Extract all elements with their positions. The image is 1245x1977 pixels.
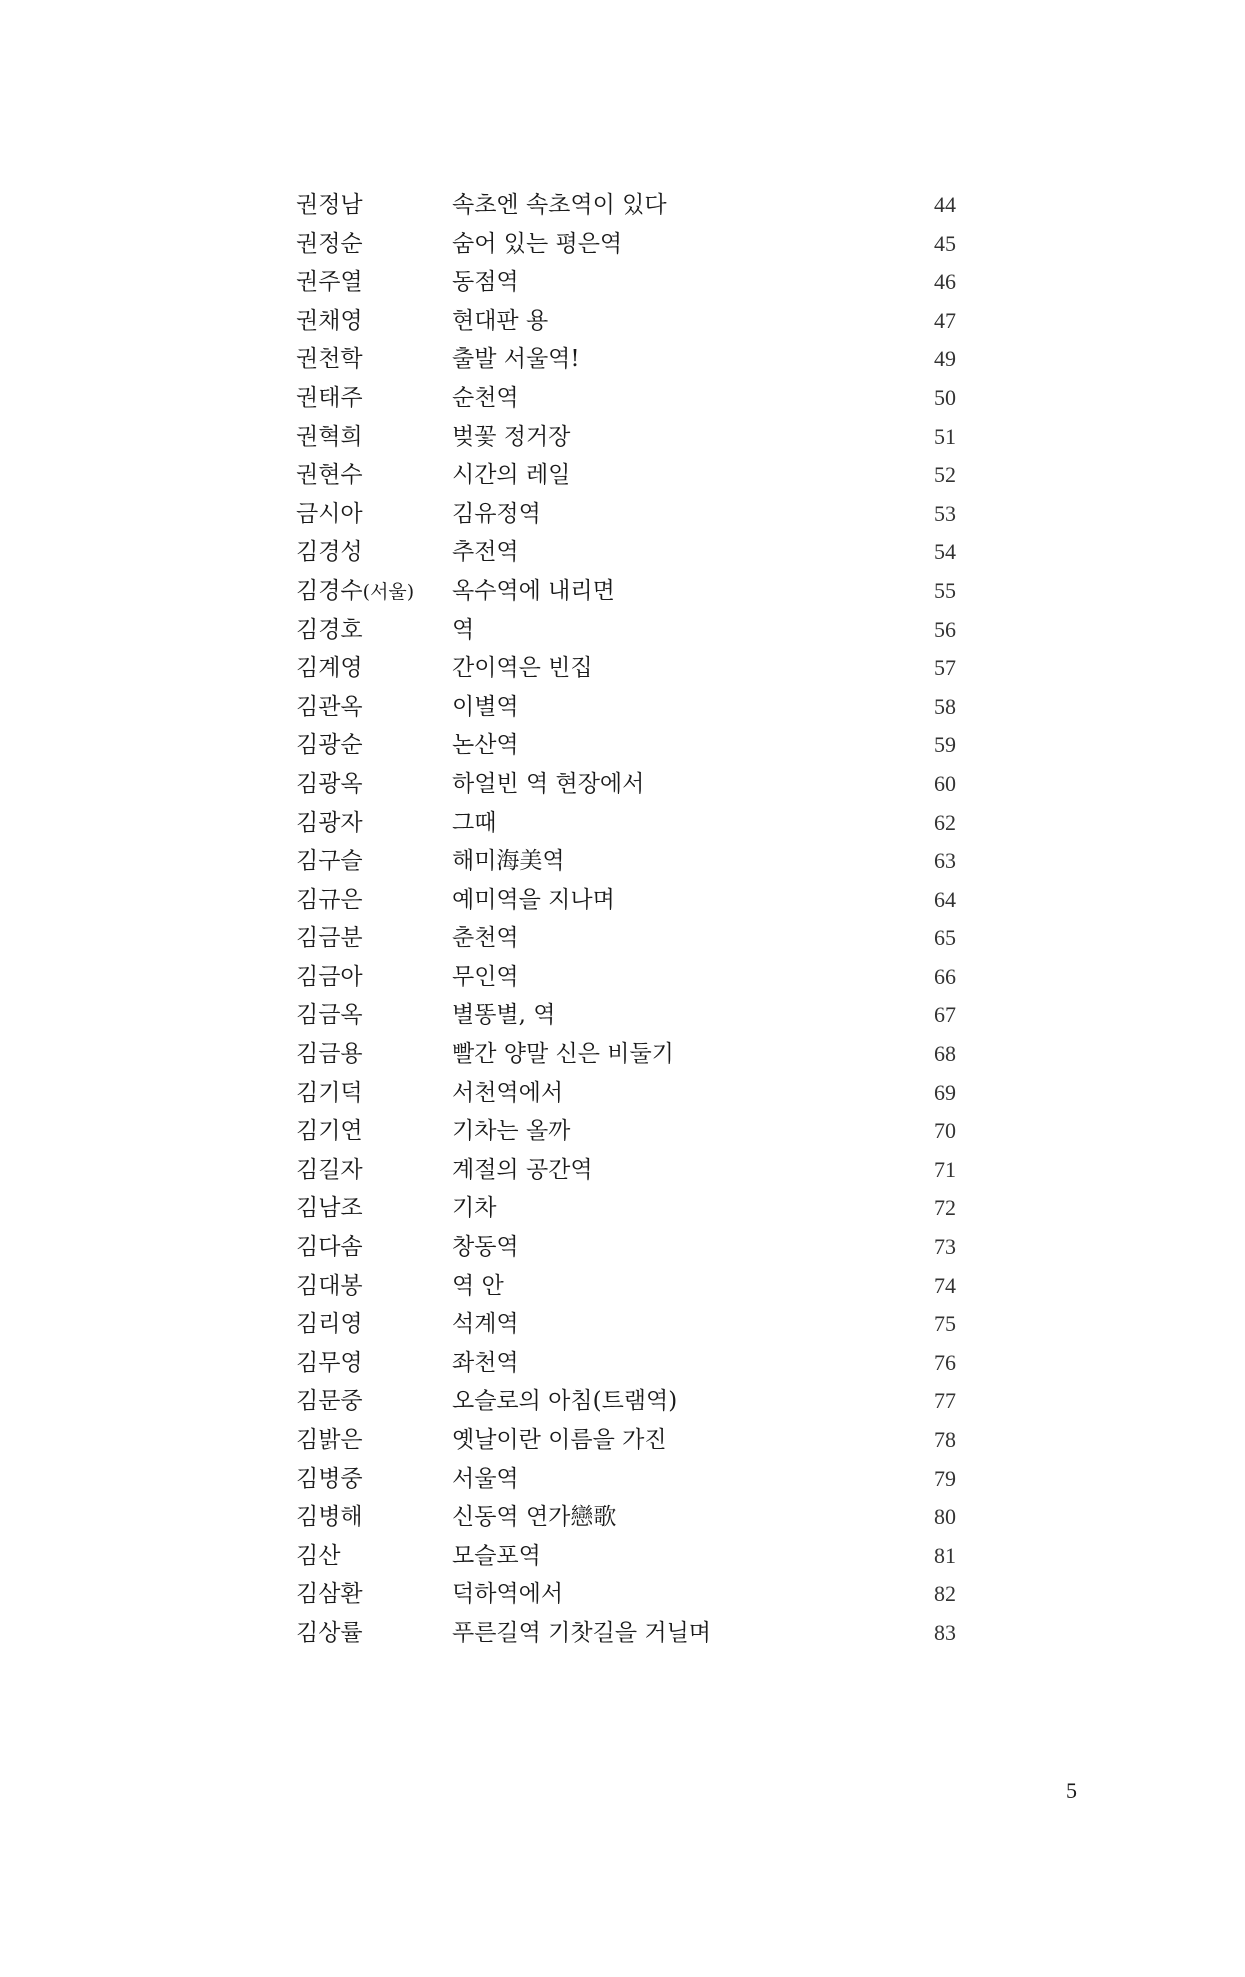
toc-entry (296, 996, 956, 1035)
toc-entry (296, 418, 956, 457)
toc-author (296, 996, 363, 1035)
toc-author-name: 김남조 (296, 1195, 363, 1222)
toc-page-number: 63 (934, 848, 956, 874)
toc-page-number: 76 (934, 1349, 956, 1375)
toc-title: 이별역 (452, 693, 519, 720)
toc-title: 좌천역 (452, 1349, 519, 1376)
toc-title: 기차는 올까 (452, 1118, 571, 1145)
toc-entry (296, 1267, 956, 1306)
toc-title: 서울역 (452, 1465, 519, 1492)
toc-entry (296, 842, 956, 881)
toc-title: 간이역은 빈집 (452, 655, 593, 682)
toc-author (296, 649, 363, 688)
toc-title: 창동역 (452, 1234, 519, 1261)
toc-author (296, 765, 363, 804)
toc-author-name: 김규은 (296, 886, 363, 913)
toc-title: 모슬포역 (452, 1542, 541, 1569)
toc-title: 시간의 레일 (452, 462, 571, 489)
toc-author (296, 225, 363, 264)
toc-author (296, 1382, 363, 1421)
toc-page-number: 82 (934, 1581, 956, 1607)
toc-author-name: 김경수 (296, 577, 363, 604)
toc-author-name: 김밝은 (296, 1427, 363, 1453)
toc-author-name: 김상률 (296, 1619, 363, 1646)
toc-entry (296, 688, 956, 727)
toc-author-name: 김기덕 (296, 1079, 363, 1106)
toc-page-number: 68 (934, 1041, 956, 1067)
toc-author (296, 1151, 363, 1190)
toc-page-number: 47 (934, 307, 956, 333)
toc-entry (296, 1035, 956, 1074)
toc-author-name: 김경호 (296, 616, 363, 643)
toc-author (296, 1614, 363, 1653)
toc-title: 숨어 있는 평은역 (452, 230, 623, 257)
toc-entry (296, 958, 956, 997)
toc-entry (296, 302, 956, 341)
toc-author (296, 379, 363, 418)
toc-author (296, 1189, 363, 1228)
toc-author-name: 권태주 (296, 384, 363, 411)
toc-page-number: 60 (934, 770, 956, 796)
toc-author-name: 김삼환 (296, 1581, 363, 1608)
toc-entry (296, 1074, 956, 1113)
toc-entry (296, 1498, 956, 1537)
toc-entry (296, 765, 956, 804)
toc-page-number: 45 (934, 230, 956, 256)
toc-author-name: 김광자 (296, 809, 363, 836)
toc-author-name: 김금용 (296, 1041, 363, 1068)
toc-author-name: 권정순 (296, 230, 363, 257)
toc-author (296, 1575, 363, 1614)
toc-entry (296, 611, 956, 650)
toc-entry (296, 1460, 956, 1499)
toc-page-number: 49 (934, 346, 956, 372)
toc-title: 예미역을 지나며 (452, 886, 615, 913)
toc-page-number: 83 (934, 1619, 956, 1645)
toc-page-number: 74 (934, 1272, 956, 1298)
toc-author (296, 1305, 363, 1344)
toc-author (296, 958, 363, 997)
toc-entry (296, 1575, 956, 1614)
toc-page-number: 72 (934, 1195, 956, 1221)
toc-entry (296, 1382, 956, 1421)
toc-author (296, 456, 363, 495)
toc-title: 그때 (452, 809, 497, 836)
toc-page-number: 51 (934, 423, 956, 449)
toc-title: 기차 (452, 1195, 497, 1222)
toc-author-name: 김계영 (296, 655, 363, 682)
page-number: 5 (1066, 1778, 1077, 1803)
toc-title: 역 안 (452, 1272, 504, 1299)
toc-title: 석계역 (452, 1311, 519, 1338)
toc-entry (296, 225, 956, 264)
toc-author-name: 권혁희 (296, 423, 363, 450)
toc-author (296, 495, 363, 534)
toc-author-name: 김경성 (296, 539, 363, 566)
toc-entry (296, 1189, 956, 1228)
toc-entry (296, 186, 956, 225)
toc-title: 옥수역에 내리면 (452, 577, 615, 604)
toc-entry (296, 804, 956, 843)
toc-author (296, 186, 363, 225)
toc-title: 별똥별, 역 (452, 1002, 556, 1029)
toc-author-name: 김금분 (296, 925, 363, 952)
toc-page-number: 79 (934, 1465, 956, 1491)
toc-entry (296, 881, 956, 920)
toc-title: 현대판 용 (452, 307, 549, 334)
toc-title: 순천역 (452, 384, 519, 411)
toc-page-number: 78 (934, 1427, 956, 1452)
toc-author (296, 1267, 363, 1306)
toc-entry (296, 1112, 956, 1151)
toc-title: 무인역 (452, 963, 519, 990)
toc-author-name: 김다솜 (296, 1234, 363, 1261)
toc-title: 계절의 공간역 (452, 1156, 593, 1183)
toc-title: 덕하역에서 (452, 1581, 564, 1608)
toc-author-note: (서울) (362, 580, 415, 603)
toc-page-number: 73 (934, 1234, 956, 1260)
toc-entry (296, 456, 956, 495)
toc-entry (296, 263, 956, 302)
toc-entry (296, 379, 956, 418)
toc-entry (296, 340, 956, 379)
toc-author (296, 1421, 363, 1460)
toc-entry (296, 1537, 956, 1576)
toc-page-number: 57 (934, 655, 956, 681)
toc-page-number: 77 (934, 1388, 956, 1414)
toc-entry (296, 726, 956, 765)
toc-title: 김유정역 (452, 500, 541, 527)
toc-title: 춘천역 (452, 925, 519, 952)
toc-author-name: 권채영 (296, 307, 363, 334)
toc-page-number: 64 (934, 886, 956, 912)
toc-entry (296, 1305, 956, 1344)
toc-entry (296, 919, 956, 958)
toc-author (296, 1112, 363, 1151)
toc-page-number: 66 (934, 963, 956, 989)
toc-page-number: 81 (934, 1542, 956, 1568)
toc-author (296, 842, 363, 881)
toc-title: 오슬로의 아침(트램역) (452, 1388, 678, 1415)
table-of-contents (296, 186, 956, 1653)
toc-author-name: 김병해 (296, 1504, 363, 1531)
toc-author-name: 김광순 (296, 732, 363, 759)
toc-author-name: 김무영 (296, 1349, 363, 1376)
toc-title: 하얼빈 역 현장에서 (452, 770, 645, 797)
toc-author-name: 권천학 (296, 346, 363, 373)
toc-title: 서천역에서 (452, 1079, 564, 1106)
toc-entry (296, 1228, 956, 1267)
toc-author-name: 권주열 (296, 269, 363, 296)
toc-page-number: 55 (934, 577, 956, 603)
toc-author-name: 금시아 (296, 500, 363, 527)
toc-author-name: 김병중 (296, 1465, 363, 1492)
toc-author-name: 김기연 (296, 1118, 363, 1145)
toc-page-number: 44 (934, 192, 956, 217)
toc-title: 역 (452, 616, 475, 643)
toc-author (296, 1537, 340, 1576)
toc-title: 빨간 양말 신은 비둘기 (452, 1041, 674, 1068)
toc-page-number: 80 (934, 1504, 956, 1530)
toc-author (296, 302, 363, 341)
toc-author (296, 726, 363, 765)
toc-page-number: 62 (934, 809, 956, 835)
toc-author (296, 1498, 363, 1537)
toc-entry (296, 1344, 956, 1383)
toc-title: 출발 서울역! (452, 346, 580, 373)
toc-author (296, 804, 363, 843)
toc-title: 속초엔 속초역이 있다 (452, 192, 667, 218)
toc-title: 푸른길역 기찻길을 거닐며 (452, 1619, 712, 1646)
toc-author (296, 1035, 363, 1074)
toc-entry (296, 495, 956, 534)
toc-author-name: 김길자 (296, 1156, 363, 1183)
toc-entry (296, 649, 956, 688)
toc-page-number: 50 (934, 384, 956, 410)
toc-author-name: 김광옥 (296, 770, 363, 797)
toc-title: 동점역 (452, 269, 519, 296)
toc-author (296, 533, 363, 572)
toc-author (296, 418, 363, 457)
toc-title: 추전역 (452, 539, 519, 566)
toc-title: 신동역 연가戀歌 (452, 1504, 617, 1531)
toc-title: 벚꽃 정거장 (452, 423, 571, 450)
toc-entry (296, 533, 956, 572)
toc-author (296, 263, 363, 302)
toc-title: 해미海美역 (452, 848, 565, 875)
toc-entry (296, 1421, 956, 1460)
toc-author (296, 881, 363, 920)
toc-author (296, 340, 363, 379)
toc-page-number: 70 (934, 1118, 956, 1144)
toc-author (296, 611, 363, 650)
toc-author (296, 919, 363, 958)
toc-page-number: 53 (934, 500, 956, 526)
toc-page-number: 75 (934, 1311, 956, 1337)
toc-author-name: 김관옥 (296, 693, 363, 720)
toc-page-number: 52 (934, 462, 956, 488)
toc-author-name: 김산 (296, 1542, 341, 1569)
toc-author (296, 1228, 363, 1267)
toc-author-name: 김금옥 (296, 1002, 363, 1029)
toc-page-number: 67 (934, 1002, 956, 1028)
toc-author (296, 1074, 363, 1113)
toc-title: 옛날이란 이름을 가진 (452, 1427, 667, 1453)
toc-author (296, 1460, 363, 1499)
toc-page-number: 54 (934, 539, 956, 565)
toc-page-number: 65 (934, 925, 956, 951)
toc-author (296, 1344, 363, 1383)
toc-entry (296, 1151, 956, 1190)
toc-title: 논산역 (452, 732, 519, 759)
toc-page-number: 58 (934, 693, 956, 719)
toc-author (296, 572, 414, 612)
toc-page-number: 71 (934, 1156, 956, 1182)
toc-author-name: 김구슬 (296, 848, 363, 875)
toc-entry (296, 572, 956, 611)
toc-author-name: 김문중 (296, 1388, 363, 1415)
toc-author-name: 권정남 (296, 192, 363, 218)
toc-author (296, 688, 363, 727)
toc-author-name: 권현수 (296, 462, 363, 489)
toc-page-number: 69 (934, 1079, 956, 1105)
toc-page-number: 56 (934, 616, 956, 642)
toc-entry (296, 1614, 956, 1653)
toc-author-name: 김대봉 (296, 1272, 363, 1299)
toc-page-number: 59 (934, 732, 956, 758)
toc-page-number: 46 (934, 269, 956, 295)
toc-author-name: 김금아 (296, 963, 363, 990)
toc-author-name: 김리영 (296, 1311, 363, 1338)
